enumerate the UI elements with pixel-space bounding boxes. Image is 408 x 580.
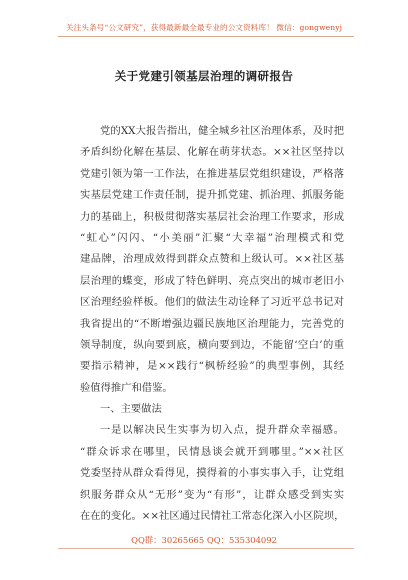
body-line: 验值得推广和借鉴。 xyxy=(80,381,173,394)
body-line: 建品牌，治理成效得到群众点赞和上级认可。××社区基 xyxy=(80,253,344,266)
body-line: 在在的变化。××社区通过民情社工常态化深入小区院坝， xyxy=(80,510,345,523)
body-line: 党的XX大报告指出，健全城乡社区治理体系，及时把 xyxy=(100,125,344,137)
footer-divider xyxy=(58,548,354,549)
document-title: 关于党建引领基层治理的调研报告 xyxy=(114,69,294,83)
body-line: 一是以解决民生实事为切入点，提升群众幸福感。 xyxy=(100,424,344,437)
body-line: 织服务群众从“无形”变为“有形”，让群众感受到实实 xyxy=(80,488,344,501)
header-divider xyxy=(58,36,354,37)
body-line: 力的基础上，积极贯彻落实基层社会治理工作要求，形成 xyxy=(80,210,344,223)
body-line: 矛盾纠纷化解在基层、化解在萌芽状态。××社区坚持以 xyxy=(80,146,344,159)
body-line: 领导制度，纵向要到底，横向要到边，不能留‘空白’的重 xyxy=(80,338,344,351)
body-line: 要指示精神，是××践行“枫桥经验”的典型事例，其经 xyxy=(80,360,344,373)
body-line: 我省提出的“不断增强边疆民族地区治理能力，完善党的 xyxy=(80,317,344,330)
body-line: 区治理经验样板。他们的做法生动诠释了习近平总书记对 xyxy=(80,296,344,309)
body-line: 一、主要做法 xyxy=(100,403,162,416)
body-line: 层治理的蝶变，形成了特色鲜明、亮点突出的城市老旧小 xyxy=(80,274,344,287)
header-promo-text: 关注头条号“公文研究”，获得最新最全最专业的公文资料库！ 微信：gongwenyj xyxy=(65,23,343,32)
document-body xyxy=(80,121,344,527)
body-line: “群众诉求在哪里，民情恳谈会就开到哪里。”××社区 xyxy=(80,445,344,458)
footer-contact-text: QQ群：30265665 QQ：535304092 xyxy=(131,535,277,545)
body-line: 实基层党建工作责任制，提升抓党建、抓治理、抓服务能 xyxy=(80,189,344,202)
body-line: “虹心”闪闪、“小美丽”汇聚“大幸福”治理模式和党 xyxy=(80,231,344,244)
body-line: 党委坚持从群众看得见，摸得着的小事实事入手，让党组 xyxy=(80,467,344,480)
body-line: 党建引领为第一工作法，在推进基层党组织建设，严格落 xyxy=(80,167,344,180)
